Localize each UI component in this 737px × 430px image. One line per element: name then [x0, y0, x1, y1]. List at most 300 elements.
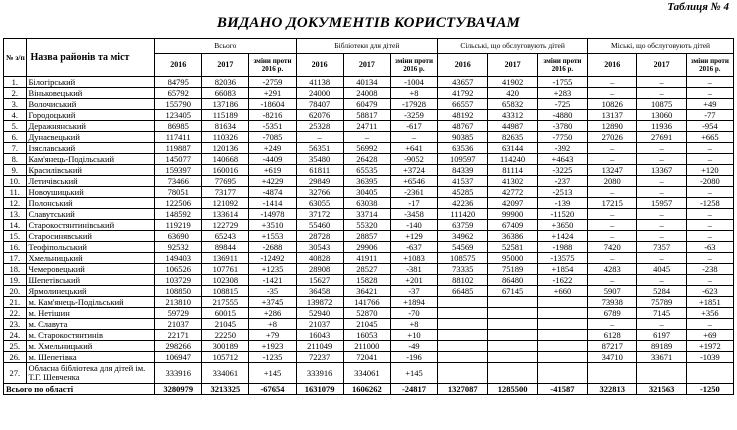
- row-number: 27.: [4, 363, 27, 384]
- cell-value: -14978: [249, 209, 296, 220]
- cell-value: +665: [686, 132, 733, 143]
- district-name: Теофіпольський: [26, 242, 155, 253]
- cell-value: 333916: [155, 363, 202, 384]
- cell-value: 41911: [343, 253, 390, 264]
- cell-value: -7750: [537, 132, 587, 143]
- row-number: 2.: [4, 88, 27, 99]
- cell-value: +79: [249, 330, 296, 341]
- cell-value: +1972: [686, 341, 733, 352]
- cell-value: 34710: [588, 352, 637, 363]
- cell-value: 36386: [488, 231, 537, 242]
- cell-value: 217555: [202, 297, 249, 308]
- cell-value: 114240: [488, 154, 537, 165]
- cell-value: 73938: [588, 297, 637, 308]
- district-name: Новоушицький: [26, 187, 155, 198]
- cell-value: [488, 308, 537, 319]
- cell-value: 34962: [438, 231, 488, 242]
- cell-value: 84339: [438, 165, 488, 176]
- cell-value: -392: [537, 143, 587, 154]
- cell-value: 99900: [488, 209, 537, 220]
- cell-value: 110326: [202, 132, 249, 143]
- header-year-2016: 2016: [588, 54, 637, 77]
- cell-value: 21045: [343, 319, 390, 330]
- cell-value: -9052: [390, 154, 437, 165]
- row-number: 9.: [4, 165, 27, 176]
- row-number: 12.: [4, 198, 27, 209]
- cell-value: 89189: [637, 341, 686, 352]
- cell-value: –: [588, 253, 637, 264]
- cell-value: +291: [249, 88, 296, 99]
- cell-value: +3650: [537, 220, 587, 231]
- table-row: [4, 187, 734, 198]
- cell-value: 7357: [637, 242, 686, 253]
- cell-value: 119887: [155, 143, 202, 154]
- row-number: 25.: [4, 341, 27, 352]
- cell-value: 41902: [488, 77, 537, 88]
- cell-value: –: [637, 209, 686, 220]
- cell-value: 59729: [155, 308, 202, 319]
- cell-value: –: [686, 220, 733, 231]
- cell-value: -725: [537, 99, 587, 110]
- cell-value: 22171: [155, 330, 202, 341]
- cell-value: -617: [390, 121, 437, 132]
- row-number: 22.: [4, 308, 27, 319]
- cell-value: -637: [390, 242, 437, 253]
- cell-value: -2759: [249, 77, 296, 88]
- cell-value: –: [686, 253, 733, 264]
- cell-value: -237: [537, 176, 587, 187]
- cell-value: -18604: [249, 99, 296, 110]
- total-value: 322813: [588, 384, 637, 395]
- district-name: м. Хмельницький: [26, 341, 155, 352]
- cell-value: 48192: [438, 110, 488, 121]
- cell-value: 29906: [343, 242, 390, 253]
- table-row: [4, 253, 734, 264]
- cell-value: 44987: [488, 121, 537, 132]
- cell-value: 62076: [296, 110, 343, 121]
- row-number: 3.: [4, 99, 27, 110]
- cell-value: 145077: [155, 154, 202, 165]
- cell-value: 40134: [343, 77, 390, 88]
- cell-value: –: [637, 231, 686, 242]
- table-row: [4, 88, 734, 99]
- cell-value: +145: [249, 363, 296, 384]
- cell-value: [438, 308, 488, 319]
- cell-value: 300189: [202, 341, 249, 352]
- cell-value: 66083: [202, 88, 249, 99]
- cell-value: +283: [537, 88, 587, 99]
- cell-value: 108815: [202, 286, 249, 297]
- cell-value: 41138: [296, 77, 343, 88]
- cell-value: 72237: [296, 352, 343, 363]
- row-number: 6.: [4, 132, 27, 143]
- cell-value: [488, 319, 537, 330]
- cell-value: 12890: [588, 121, 637, 132]
- cell-value: 63038: [343, 198, 390, 209]
- cell-value: 6197: [637, 330, 686, 341]
- row-number: 5.: [4, 121, 27, 132]
- cell-value: 213810: [155, 297, 202, 308]
- cell-value: 65792: [155, 88, 202, 99]
- header-change: зміни проти 2016 р.: [249, 54, 296, 77]
- cell-value: -12492: [249, 253, 296, 264]
- table-row: [4, 121, 734, 132]
- table-row: [4, 264, 734, 275]
- cell-value: +356: [686, 308, 733, 319]
- cell-value: 58817: [343, 110, 390, 121]
- cell-value: [438, 297, 488, 308]
- cell-value: –: [686, 209, 733, 220]
- cell-value: -5351: [249, 121, 296, 132]
- cell-value: 105712: [202, 352, 249, 363]
- row-number: 1.: [4, 77, 27, 88]
- cell-value: +1854: [537, 264, 587, 275]
- cell-value: 149403: [155, 253, 202, 264]
- cell-value: 15828: [343, 275, 390, 286]
- cell-value: -3458: [390, 209, 437, 220]
- cell-value: 86480: [488, 275, 537, 286]
- total-value: -24817: [390, 384, 437, 395]
- cell-value: 106526: [155, 264, 202, 275]
- row-number: 17.: [4, 253, 27, 264]
- table-row: [4, 286, 734, 297]
- district-name: Білогірський: [26, 77, 155, 88]
- header-group-children-libraries: Бібліотеки для дітей: [296, 39, 437, 54]
- table-row: [4, 209, 734, 220]
- row-number: 7.: [4, 143, 27, 154]
- total-label: Всього по області: [4, 384, 155, 395]
- header-district: Назва районів та міст: [26, 39, 155, 77]
- cell-value: +4229: [249, 176, 296, 187]
- cell-value: -17928: [390, 99, 437, 110]
- row-number: 20.: [4, 286, 27, 297]
- cell-value: +8: [390, 319, 437, 330]
- cell-value: 117411: [155, 132, 202, 143]
- table-row: [4, 319, 734, 330]
- cell-value: -623: [686, 286, 733, 297]
- cell-value: 35480: [296, 154, 343, 165]
- cell-value: 24711: [343, 121, 390, 132]
- cell-value: -238: [686, 264, 733, 275]
- cell-value: 41302: [488, 176, 537, 187]
- cell-value: -77: [686, 110, 733, 121]
- cell-value: -4874: [249, 187, 296, 198]
- cell-value: 155790: [155, 99, 202, 110]
- district-name: Шепетівський: [26, 275, 155, 286]
- cell-value: 65243: [202, 231, 249, 242]
- cell-value: [438, 341, 488, 352]
- cell-value: +6546: [390, 176, 437, 187]
- cell-value: [537, 363, 587, 384]
- cell-value: 36395: [343, 176, 390, 187]
- cell-value: -1988: [537, 242, 587, 253]
- cell-value: 119219: [155, 220, 202, 231]
- header-change: зміни проти 2016 р.: [390, 54, 437, 77]
- header-year-2017: 2017: [637, 54, 686, 77]
- row-number: 16.: [4, 242, 27, 253]
- cell-value: 122729: [202, 220, 249, 231]
- row-number: 19.: [4, 275, 27, 286]
- cell-value: –: [686, 77, 733, 88]
- cell-value: -139: [537, 198, 587, 209]
- cell-value: 52581: [488, 242, 537, 253]
- cell-value: -4880: [537, 110, 587, 121]
- cell-value: 420: [488, 88, 537, 99]
- cell-value: –: [588, 231, 637, 242]
- cell-value: -37: [390, 286, 437, 297]
- cell-value: –: [390, 132, 437, 143]
- cell-value: 109597: [438, 154, 488, 165]
- row-number: 8.: [4, 154, 27, 165]
- cell-value: 55320: [343, 220, 390, 231]
- header-group-rural: Сільські, що обслуговують дітей: [438, 39, 588, 54]
- cell-value: 10826: [588, 99, 637, 110]
- cell-value: –: [686, 88, 733, 99]
- cell-value: 16053: [343, 330, 390, 341]
- cell-value: 28908: [296, 264, 343, 275]
- documents-table: [3, 38, 734, 395]
- cell-value: 140668: [202, 154, 249, 165]
- cell-value: 81114: [488, 165, 537, 176]
- cell-value: 77695: [202, 176, 249, 187]
- cell-value: -3780: [537, 121, 587, 132]
- cell-value: 82036: [202, 77, 249, 88]
- cell-value: –: [686, 319, 733, 330]
- cell-value: +286: [249, 308, 296, 319]
- cell-value: +69: [686, 330, 733, 341]
- cell-value: 137186: [202, 99, 249, 110]
- cell-value: [537, 297, 587, 308]
- cell-value: –: [637, 143, 686, 154]
- cell-value: 141766: [343, 297, 390, 308]
- cell-value: 133614: [202, 209, 249, 220]
- cell-value: 75789: [637, 297, 686, 308]
- cell-value: 54569: [438, 242, 488, 253]
- total-value: 1631079: [296, 384, 343, 395]
- cell-value: –: [686, 143, 733, 154]
- total-value: 3213325: [202, 384, 249, 395]
- cell-value: -1421: [249, 275, 296, 286]
- cell-value: 60479: [343, 99, 390, 110]
- cell-value: 108575: [438, 253, 488, 264]
- table-row: [4, 143, 734, 154]
- cell-value: +145: [390, 363, 437, 384]
- cell-value: 333916: [296, 363, 343, 384]
- cell-value: 84795: [155, 77, 202, 88]
- table-row: [4, 198, 734, 209]
- cell-value: –: [588, 319, 637, 330]
- cell-value: –: [637, 253, 686, 264]
- cell-value: 73177: [202, 187, 249, 198]
- cell-value: –: [588, 154, 637, 165]
- cell-value: 26428: [343, 154, 390, 165]
- cell-value: -17: [390, 198, 437, 209]
- row-number: 13.: [4, 209, 27, 220]
- cell-value: 11936: [637, 121, 686, 132]
- cell-value: -70: [390, 308, 437, 319]
- district-name: м. Славута: [26, 319, 155, 330]
- header-year-2016: 2016: [155, 54, 202, 77]
- cell-value: 42236: [438, 198, 488, 209]
- cell-value: +3724: [390, 165, 437, 176]
- cell-value: 136911: [202, 253, 249, 264]
- table-row: [4, 341, 734, 352]
- header-year-2017: 2017: [488, 54, 537, 77]
- cell-value: 37172: [296, 209, 343, 220]
- total-row: [4, 384, 734, 395]
- table-row: [4, 242, 734, 253]
- cell-value: -8216: [249, 110, 296, 121]
- cell-value: 15627: [296, 275, 343, 286]
- cell-value: 13367: [637, 165, 686, 176]
- cell-value: -4409: [249, 154, 296, 165]
- cell-value: 43312: [488, 110, 537, 121]
- cell-value: 30543: [296, 242, 343, 253]
- cell-value: -381: [390, 264, 437, 275]
- cell-value: 63536: [438, 143, 488, 154]
- cell-value: –: [637, 88, 686, 99]
- row-number: 18.: [4, 264, 27, 275]
- table-row: [4, 231, 734, 242]
- district-name: Старосинявський: [26, 231, 155, 242]
- cell-value: -2361: [390, 187, 437, 198]
- header-change: зміни проти 2016 р.: [537, 54, 587, 77]
- cell-value: -13575: [537, 253, 587, 264]
- cell-value: 87217: [588, 341, 637, 352]
- cell-value: +4643: [537, 154, 587, 165]
- cell-value: -63: [686, 242, 733, 253]
- cell-value: 111420: [438, 209, 488, 220]
- cell-value: 103729: [155, 275, 202, 286]
- district-name: Чемеровецький: [26, 264, 155, 275]
- cell-value: 89844: [202, 242, 249, 253]
- district-name: Обласна бібліотека для дітей ім. Т.Г. Шевченка: [26, 363, 155, 384]
- cell-value: [537, 330, 587, 341]
- cell-value: 45285: [438, 187, 488, 198]
- cell-value: 32766: [296, 187, 343, 198]
- cell-value: -2513: [537, 187, 587, 198]
- total-value: 3280979: [155, 384, 202, 395]
- row-number: 26.: [4, 352, 27, 363]
- cell-value: 63055: [296, 198, 343, 209]
- cell-value: 7420: [588, 242, 637, 253]
- cell-value: [537, 308, 587, 319]
- cell-value: +660: [537, 286, 587, 297]
- cell-value: –: [637, 77, 686, 88]
- cell-value: +120: [686, 165, 733, 176]
- cell-value: –: [588, 77, 637, 88]
- total-value: 1327087: [438, 384, 488, 395]
- cell-value: 334061: [202, 363, 249, 384]
- cell-value: -1039: [686, 352, 733, 363]
- cell-value: +1424: [537, 231, 587, 242]
- cell-value: –: [588, 220, 637, 231]
- cell-value: 13137: [588, 110, 637, 121]
- cell-value: 72041: [343, 352, 390, 363]
- header-year-2016: 2016: [438, 54, 488, 77]
- cell-value: +49: [686, 99, 733, 110]
- cell-value: 48767: [438, 121, 488, 132]
- table-row: [4, 99, 734, 110]
- cell-value: [588, 363, 637, 384]
- cell-value: +201: [390, 275, 437, 286]
- cell-value: –: [588, 187, 637, 198]
- cell-value: 90385: [438, 132, 488, 143]
- header-year-2016: 2016: [296, 54, 343, 77]
- cell-value: 25328: [296, 121, 343, 132]
- table-row: [4, 352, 734, 363]
- cell-value: 148592: [155, 209, 202, 220]
- cell-value: 5284: [637, 286, 686, 297]
- cell-value: 27691: [637, 132, 686, 143]
- cell-value: +1553: [249, 231, 296, 242]
- district-name: Віньковецький: [26, 88, 155, 99]
- row-number: 4.: [4, 110, 27, 121]
- cell-value: +8: [249, 319, 296, 330]
- cell-value: 27026: [588, 132, 637, 143]
- cell-value: 82635: [488, 132, 537, 143]
- cell-value: 75189: [488, 264, 537, 275]
- total-value: -41587: [537, 384, 587, 395]
- cell-value: 41792: [438, 88, 488, 99]
- row-number: 14.: [4, 220, 27, 231]
- table-row: [4, 110, 734, 121]
- cell-value: –: [588, 209, 637, 220]
- cell-value: +1851: [686, 297, 733, 308]
- cell-value: 52940: [296, 308, 343, 319]
- cell-value: 24008: [343, 88, 390, 99]
- cell-value: [438, 319, 488, 330]
- cell-value: [537, 352, 587, 363]
- cell-value: -3225: [537, 165, 587, 176]
- table-row: [4, 176, 734, 187]
- cell-value: 107761: [202, 264, 249, 275]
- cell-value: [438, 352, 488, 363]
- cell-value: –: [637, 220, 686, 231]
- district-name: м. Кам'янець-Подільський: [26, 297, 155, 308]
- row-number: 24.: [4, 330, 27, 341]
- cell-value: 33671: [637, 352, 686, 363]
- total-value: -67654: [249, 384, 296, 395]
- district-name: Ярмолинецький: [26, 286, 155, 297]
- cell-value: –: [343, 132, 390, 143]
- table-row: [4, 330, 734, 341]
- cell-value: 60015: [202, 308, 249, 319]
- cell-value: 13247: [588, 165, 637, 176]
- total-value: 1285500: [488, 384, 537, 395]
- cell-value: 73335: [438, 264, 488, 275]
- cell-value: 106947: [155, 352, 202, 363]
- district-name: Ізяславський: [26, 143, 155, 154]
- cell-value: –: [637, 319, 686, 330]
- cell-value: -11520: [537, 209, 587, 220]
- table-number: Таблиця № 4: [667, 1, 729, 13]
- cell-value: +8: [390, 88, 437, 99]
- cell-value: –: [637, 176, 686, 187]
- cell-value: +129: [390, 231, 437, 242]
- district-name: Славутський: [26, 209, 155, 220]
- cell-value: +249: [249, 143, 296, 154]
- cell-value: 211049: [296, 341, 343, 352]
- district-name: м. Старокостянтинів: [26, 330, 155, 341]
- cell-value: 22250: [202, 330, 249, 341]
- cell-value: 115189: [202, 110, 249, 121]
- cell-value: 95000: [488, 253, 537, 264]
- cell-value: –: [588, 143, 637, 154]
- district-name: Деражнянський: [26, 121, 155, 132]
- cell-value: 52870: [343, 308, 390, 319]
- cell-value: [537, 341, 587, 352]
